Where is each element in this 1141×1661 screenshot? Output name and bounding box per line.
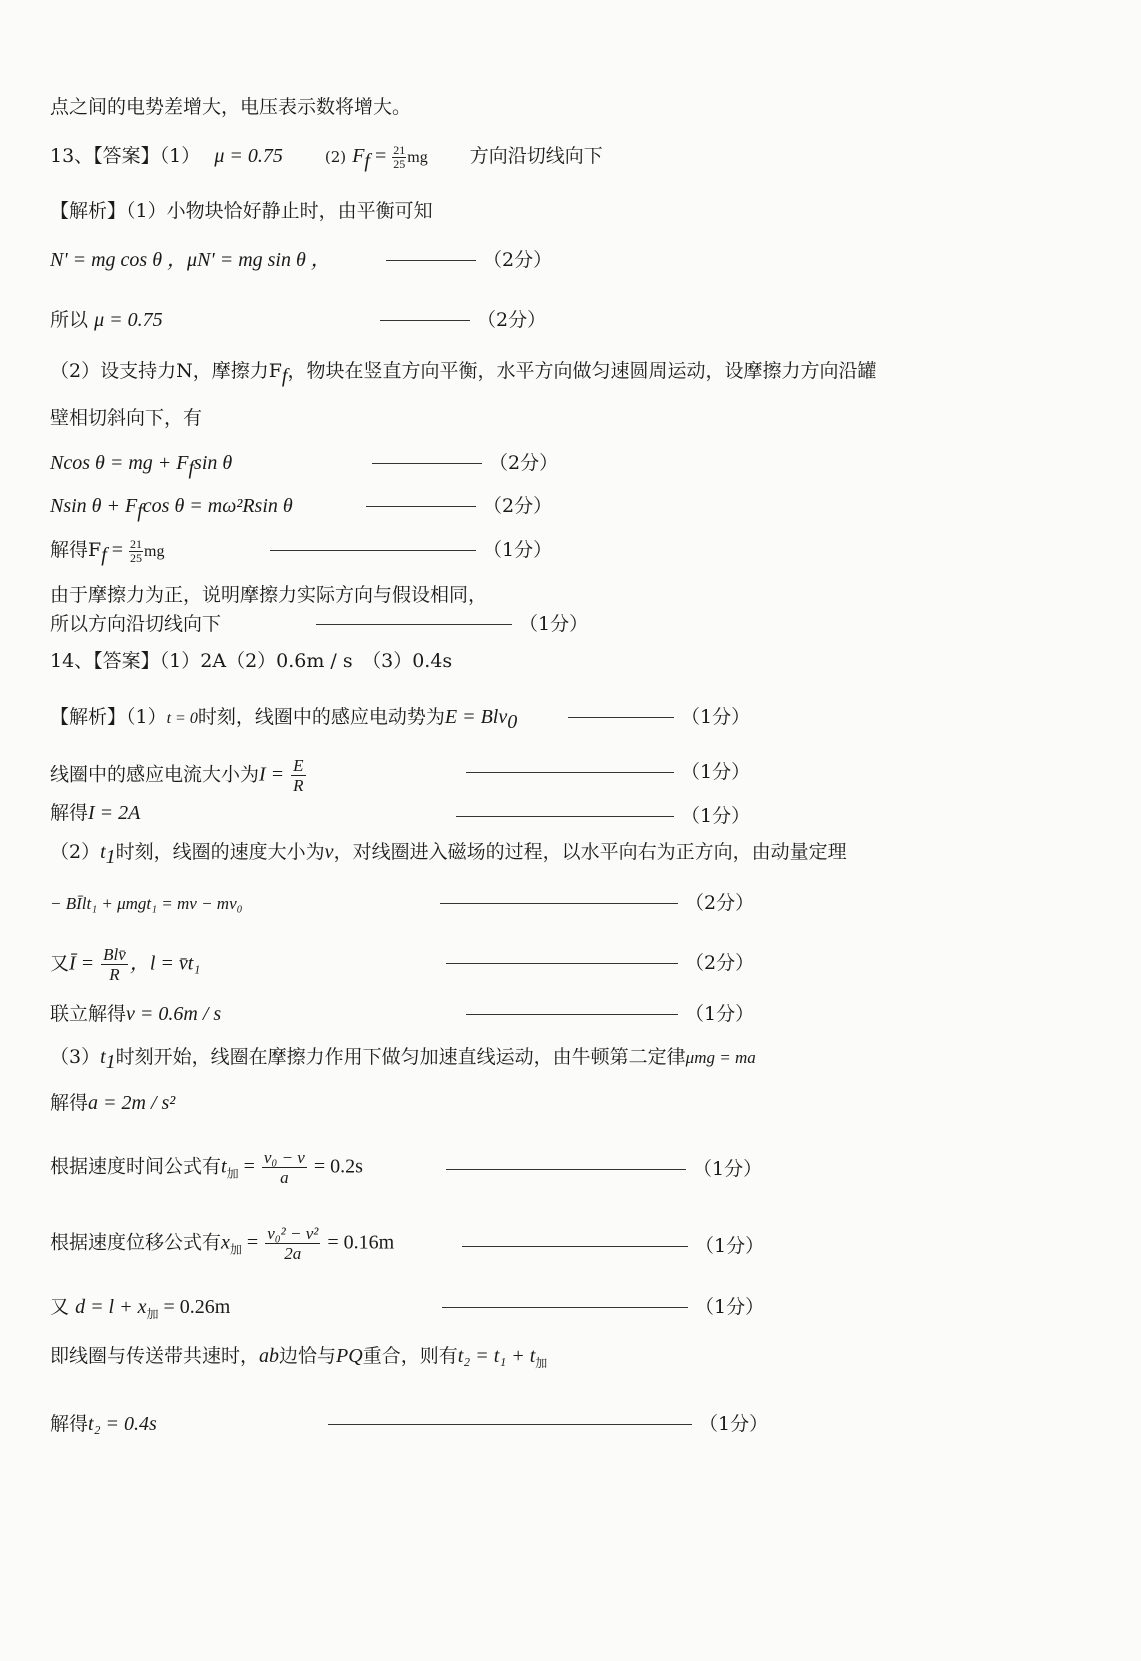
- q13-ff: F: [352, 145, 365, 167]
- eq-vertical-tail: sin θ: [194, 452, 233, 474]
- score-badge: （1分）: [483, 539, 553, 561]
- edge-ab: ab: [259, 1345, 280, 1367]
- eq-length: ，l = v̄t₁: [129, 952, 201, 975]
- q13-analysis-1: 【解析】（1）小物块恰好静止时，由平衡可知: [50, 200, 433, 222]
- score-leader: [466, 772, 674, 773]
- q14-analysis-1: [50, 704, 517, 735]
- eq-mu-result: μ = 0.75: [94, 309, 163, 331]
- q14-analysis-4: [50, 839, 847, 870]
- q13-analysis-9: 由于摩擦力为正，说明摩擦力实际方向与假设相同，: [50, 584, 488, 606]
- analysis-label: 【解析】（1）: [50, 706, 167, 728]
- ff-num: 21: [130, 536, 143, 551]
- score-leader: [270, 550, 476, 551]
- ff-fraction: [129, 538, 143, 565]
- score-badge: （1分）: [695, 1235, 765, 1257]
- part2-intro: （2）设支持力N，摩擦力F: [50, 360, 282, 382]
- score-badge: （1分）: [693, 1158, 763, 1180]
- eq-vertical: Ncos θ = mg + F: [50, 452, 189, 474]
- eq-newton: μmg = ma: [685, 1048, 756, 1067]
- score-leader: [366, 506, 476, 507]
- score-leader: [380, 320, 470, 321]
- continuation-line: 点之间的电势差增大，电压表示数将增大。: [50, 96, 412, 118]
- v-symbol: v: [324, 841, 334, 863]
- q14-analysis-5: [50, 890, 243, 917]
- emf-text: 时刻，线圈中的感应电动势为: [197, 706, 445, 728]
- q13-analysis-5: 壁相切斜向下，有: [50, 407, 203, 429]
- score-leader: [442, 1307, 688, 1308]
- q13-fraction: [392, 144, 406, 171]
- disp-result: = 0.16m: [322, 1231, 395, 1254]
- part2-label: （2）: [50, 841, 101, 863]
- score-leader: [466, 1014, 678, 1015]
- score-leader: [462, 1246, 688, 1247]
- eq-current: I = 2A: [88, 802, 141, 824]
- solve-accel-label: 解得: [50, 1092, 89, 1114]
- current-den: R: [293, 776, 304, 795]
- score-badge: （1分）: [685, 1003, 755, 1025]
- q14-analysis-13: [50, 1343, 547, 1376]
- eq-t2: t₂ = t₁ + t: [457, 1345, 536, 1367]
- score-badge: （1分）: [519, 613, 589, 635]
- q13-analysis-8: [50, 537, 164, 568]
- distance-result: = 0.26m: [158, 1296, 231, 1318]
- t-acc-sub: 加: [226, 1166, 239, 1181]
- q14-analysis-11: [50, 1224, 394, 1263]
- also-label: 又: [50, 952, 70, 975]
- score-badge: （1分）: [681, 706, 751, 728]
- score-leader: [440, 903, 678, 904]
- eq-horizontal-sub: f: [137, 499, 143, 522]
- x-acc-eq: =: [241, 1231, 264, 1254]
- q13-part2: (2): [324, 148, 347, 166]
- current-symbol: I =: [259, 763, 290, 786]
- so-label: 所以: [50, 309, 89, 331]
- ff-den: 25: [130, 550, 143, 565]
- newton-text: 时刻开始，线圈在摩擦力作用下做匀加速直线运动，由牛顿第二定律: [115, 1046, 686, 1068]
- q14-analysis-10: [50, 1148, 363, 1187]
- disp-num: v₀² − v²: [267, 1224, 319, 1243]
- eq-distance: d = l + x: [75, 1296, 147, 1318]
- q13-analysis-3: [50, 307, 163, 333]
- q14-analysis-7: [50, 1001, 221, 1027]
- score-badge: （2分）: [477, 309, 547, 331]
- q13-frac-den: 25: [393, 156, 406, 171]
- q14-analysis-8: [50, 1044, 756, 1075]
- time-formula-text: 根据速度时间公式有: [50, 1155, 222, 1178]
- part3-label: （3）: [50, 1046, 101, 1068]
- q13-analysis-6: [50, 450, 232, 481]
- t1-symbol: t: [100, 1046, 106, 1068]
- score-badge: （2分）: [685, 892, 755, 914]
- score-leader: [446, 1169, 686, 1170]
- disp-den: 2a: [284, 1244, 302, 1263]
- score-badge: （1分）: [681, 805, 751, 827]
- eq-momentum: − BĪlt₁ + μmgt₁ = mv − mv₀: [50, 894, 243, 913]
- current-fraction: [291, 756, 305, 795]
- eq-emf-sub: 0: [507, 710, 518, 733]
- final-solve-label: 解得: [50, 1413, 89, 1435]
- q13-ff-sub: f: [364, 149, 370, 172]
- eq-accel: a = 2m / s²: [88, 1092, 176, 1114]
- current-num: E: [293, 756, 304, 775]
- avg-current-num: Blv̄: [103, 945, 126, 964]
- edge-text: 边恰与: [279, 1345, 337, 1367]
- part2-intro-rest: ，物块在竖直方向平衡，水平方向做匀速圆周运动，设摩擦力方向沿罐: [287, 360, 877, 382]
- then-text: 重合，则有: [362, 1345, 458, 1367]
- t1-sub: 1: [105, 1050, 116, 1073]
- eq-velocity: v = 0.6m / s: [126, 1003, 222, 1025]
- q14-analysis-12: [50, 1294, 230, 1327]
- avg-current-den: R: [109, 965, 120, 984]
- q14-analysis-14: [50, 1411, 157, 1437]
- q13-eq: =: [369, 145, 392, 167]
- q13-analysis-10: 所以方向沿切线向下: [50, 613, 222, 635]
- q14-answer-line: 14、【答案】（1）2A（2）0.6m / s （3）0.4s: [50, 650, 453, 672]
- t-zero: t = 0: [166, 710, 198, 727]
- q14-analysis-2: [50, 756, 308, 795]
- score-leader: [456, 816, 674, 817]
- t-sub: 1: [105, 845, 116, 868]
- t-acc-eq: =: [238, 1155, 260, 1178]
- q13-analysis-2: [50, 247, 331, 273]
- x-acc-sub: 加: [229, 1242, 242, 1257]
- score-badge: （1分）: [699, 1413, 769, 1435]
- q14-analysis-9: [50, 1090, 175, 1116]
- eq-distance-sub: 加: [146, 1306, 159, 1321]
- q13-direction: 方向沿切线向下: [469, 145, 603, 167]
- eq-emf: E = Blv: [444, 706, 508, 728]
- avg-current-symbol: Ī =: [69, 952, 100, 975]
- current-text: 线圈中的感应电流大小为: [50, 763, 260, 786]
- ff-mg: mg: [144, 543, 165, 560]
- eq-horizontal-tail: cos θ = mω²Rsin θ: [142, 495, 293, 517]
- eq-horizontal: Nsin θ + F: [50, 495, 138, 517]
- score-badge: （1分）: [681, 761, 751, 783]
- q14-analysis-6: [50, 945, 200, 984]
- q13-analysis-7: [50, 493, 293, 524]
- score-badge: （2分）: [483, 249, 553, 271]
- q13-mu: μ = 0.75: [214, 145, 283, 167]
- time-num: v₀ − v: [263, 1148, 305, 1167]
- q13-head: 13、【答案】（1）: [50, 145, 201, 167]
- disp-fraction: [265, 1224, 320, 1263]
- line-pq: PQ: [336, 1345, 363, 1367]
- ff-sub: f: [281, 364, 288, 387]
- score-badge: （1分）: [695, 1296, 765, 1318]
- disp-formula-text: 根据速度位移公式有: [50, 1231, 222, 1254]
- eq-t2-result: t₂ = 0.4s: [88, 1413, 157, 1435]
- score-badge: （2分）: [483, 495, 553, 517]
- sync-text: 即线圈与传送带共速时，: [50, 1345, 260, 1367]
- eq-vertical-sub: f: [188, 456, 195, 479]
- solve-ff: 解得F: [50, 539, 102, 561]
- score-leader: [316, 624, 512, 625]
- also-label-2: 又: [50, 1296, 70, 1318]
- velocity-text: 时刻，线圈的速度大小为: [115, 841, 325, 863]
- time-den: a: [280, 1168, 289, 1187]
- solve-label: 解得: [50, 802, 89, 824]
- score-badge: （2分）: [489, 452, 559, 474]
- score-leader: [328, 1424, 692, 1425]
- combine-label: 联立解得: [50, 1003, 127, 1025]
- q13-analysis-4: [50, 358, 876, 389]
- q13-answer-line: [50, 143, 603, 174]
- eq-normal-force: N' = mg cos θ ，μN' = mg sin θ ，: [50, 249, 331, 271]
- solve-eq: =: [106, 539, 129, 561]
- score-leader: [372, 463, 482, 464]
- score-badge: （2分）: [685, 952, 755, 974]
- q14-analysis-3: [50, 800, 140, 826]
- t-acc: t: [221, 1155, 227, 1178]
- t-symbol: t: [100, 841, 106, 863]
- q13-frac-num: 21: [393, 142, 406, 157]
- score-leader: [568, 717, 674, 718]
- x-acc: x: [221, 1231, 230, 1254]
- eq-t2-sub: 加: [535, 1355, 548, 1370]
- score-leader: [386, 260, 476, 261]
- score-leader: [446, 963, 678, 964]
- time-fraction: [262, 1148, 307, 1187]
- time-result: = 0.2s: [308, 1155, 363, 1178]
- q13-mg: mg: [407, 149, 428, 166]
- momentum-text: ，对线圈进入磁场的过程，以水平向右为正方向，由动量定理: [333, 841, 847, 863]
- avg-current-fraction: [101, 945, 128, 984]
- solve-ff-sub: f: [101, 543, 107, 566]
